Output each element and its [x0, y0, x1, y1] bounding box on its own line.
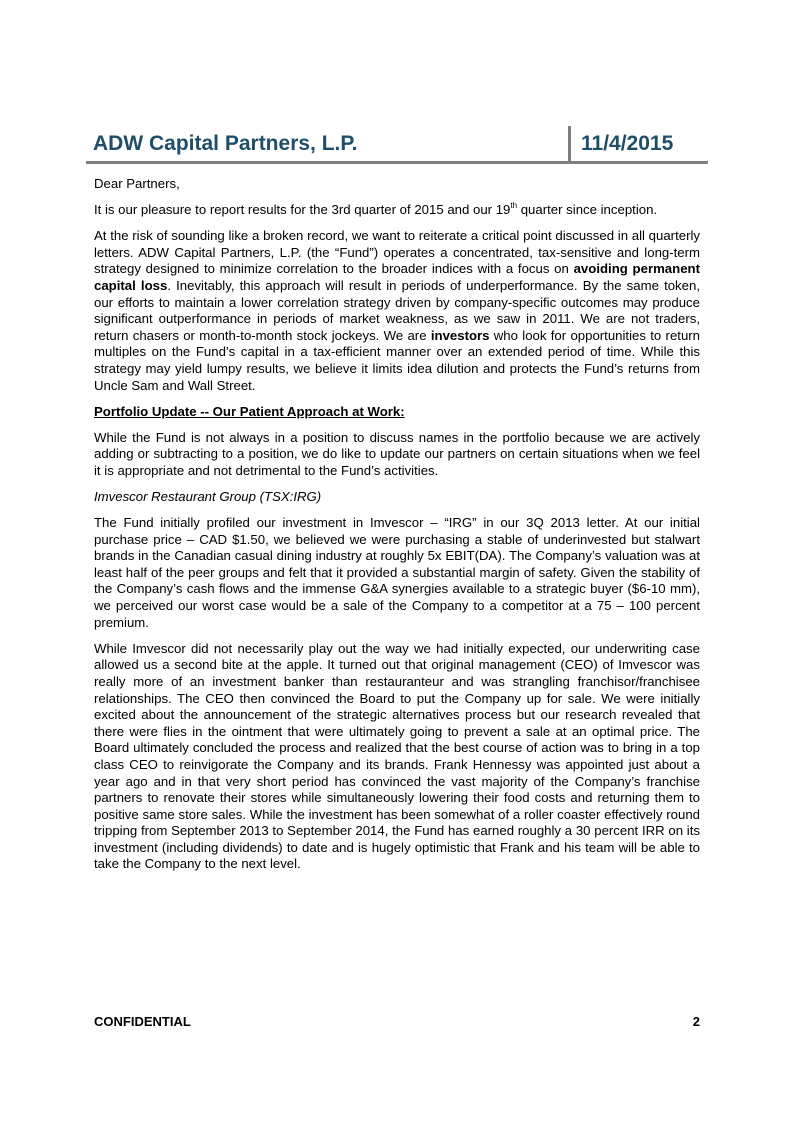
strategy-bold-capital-loss: avoiding permanent capital loss: [94, 261, 700, 293]
strategy-paragraph: [94, 228, 700, 394]
strategy-text-c: who look for opportunities to return multiples on the Fund’s capital in a tax-efficient manner over an extended period of time. While this strategy may yield lumpy results, we believe it limits idea dilution and protects the Fund’s returns from Uncle Sam and Wall Street.: [94, 327, 700, 393]
intro-superscript: th: [510, 201, 518, 211]
strategy-text-a: At the risk of sounding like a broken record, we want to reiterate a critical point discussed in all quarterly letters. ADW Capital Partners, L.P. (the “Fund”) operates a concentrated, tax-sensitive and long-term strategy designed to minimize correlation to the broader indices with a focus on: [94, 228, 700, 277]
page-footer: [94, 1014, 700, 1032]
sub-heading: Imvescor Restaurant Group (TSX:IRG): [94, 489, 322, 504]
intro-paragraph: [94, 202, 700, 219]
intro-text-a: It is our pleasure to report results for the 3rd quarter of 2015 and our 19: [94, 202, 511, 218]
strategy-text-b: . Inevitably, this approach will result in periods of underperformance. By the same token, our efforts to maintain a lower correlation strategy driven by company-specific outcomes may produce significant outperformance in periods of market weakness, as we saw in 2011. We are not traders, return chasers or month-to-month stock jockeys. We are: [94, 277, 700, 343]
letter-header: [86, 124, 708, 164]
letter-date: 11/4/2015: [581, 132, 674, 155]
header-divider: [568, 126, 571, 161]
header-rule: [86, 161, 708, 164]
letter-body: [94, 176, 700, 883]
strategy-bold-investors: investors: [430, 327, 490, 343]
intro-text-b: quarter since inception.: [517, 202, 658, 218]
page-number: 2: [692, 1014, 700, 1029]
company-title: ADW Capital Partners, L.P.: [93, 132, 358, 155]
portfolio-paragraph: While the Fund is not always in a position to discuss names in the portfolio because we are actively adding or subtracting to a position, we do like to update our partners on certain situations when we feel it is appropriate and not detrimental to the Fund’s activities.: [94, 429, 700, 478]
section-heading: Portfolio Update -- Our Patient Approach at Work:: [94, 403, 405, 419]
imvescor-paragraph-1: The Fund initially profiled our investment in Imvescor – “IRG” in our 3Q 2013 letter. At our initial purchase price – CAD $1.50, we believed we were purchasing a stable of underinvested but stalwart brands in the Canadian casual dining industry at roughly 5x EBIT(DA). The Company’s valuation was at least half of the peer groups and felt that it provided a substantial margin of safety. Given the stability of the Company’s cash flows and the immense G&A synergies available to a strategic buyer ($6-10 mm), we perceived our worst case would be a sale of the Company to a competitor at a 75 – 100 percent premium.: [94, 515, 700, 630]
imvescor-paragraph-2: While Imvescor did not necessarily play out the way we had initially expected, our underwriting case allowed us a second bite at the apple. It turned out that original management (CEO) of Imvescor was really more of an investment banker than restauranteur and was strangling franchisor/franchisee relationships. The CEO then convinced the Board to put the Company up for sale. We were initially excited about the announcement of the strategic alternatives process but our research revealed that there were flies in the ointment that were ultimately going to prevent a sale at an optimal price. The Board ultimately concluded the process and realized that the best course of action was to bring in a top class CEO to reinvigorate the Company and its brands. Frank Hennessy was appointed just about a year ago and in that very short period has convinced the vast majority of the Company’s franchise partners to renovate their stores while simultaneously lowering their food costs and returning them to positive same store sales. While the investment has been somewhat of a roller coaster effectively round tripping from September 2013 to September 2014, the Fund has earned roughly a 30 percent IRR on its investment (including dividends) to date and is hugely optimistic that Frank and his team will be able to take the Company to the next level.: [94, 640, 700, 872]
salutation: Dear Partners,: [94, 176, 180, 191]
confidential-label: CONFIDENTIAL: [94, 1014, 191, 1029]
